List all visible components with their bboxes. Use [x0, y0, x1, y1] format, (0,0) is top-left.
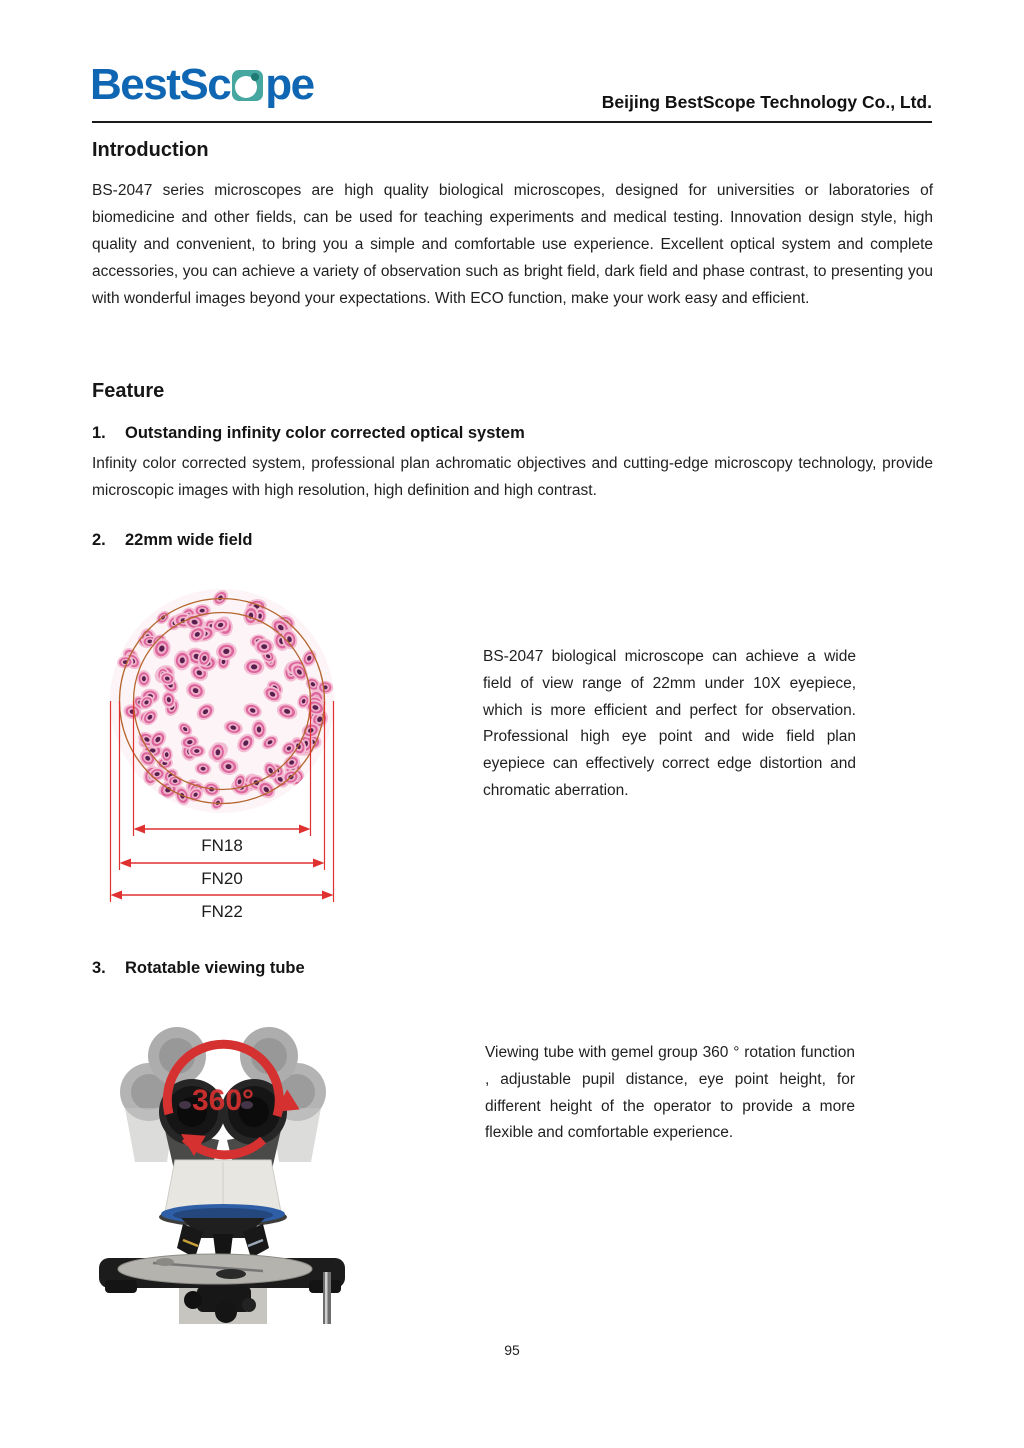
fn18-label: FN18: [201, 836, 243, 855]
feature-2-paragraph: BS-2047 biological microscope can achieve a wide field of view range of 22mm under 10X eyepiece, which is more efficient and perfect for observation. Professional high eye point and wide field plan eyepiece can effectively correct edge distortion and chromatic aberration.: [483, 648, 856, 799]
microscope-photo: [95, 1012, 357, 1329]
page-number: 95: [504, 1342, 520, 1358]
feature-2-number: 2.: [92, 531, 106, 549]
field-of-view-figure: [100, 583, 345, 935]
feature-title: Feature: [92, 380, 165, 402]
fn20-dimension-arrow: [120, 859, 325, 868]
fn22-dimension-arrow: [111, 891, 334, 900]
rotation-360-label: 360°: [191, 1084, 255, 1117]
feature-2-heading: [92, 531, 252, 550]
feature-2-heading-text: 22mm wide field: [125, 531, 253, 549]
feature-1-heading: [92, 424, 525, 443]
bestscope-logo: [90, 60, 314, 110]
feature-1-paragraph: Infinity color corrected system, professional plan achromatic objectives and cutting-edge microscopy technology, provide microscopic images with high resolution, high definition and high contrast.: [92, 455, 933, 499]
feature-3-number: 3.: [92, 959, 106, 977]
feature-1-heading-text: Outstanding infinity color corrected optical system: [125, 424, 525, 442]
company-name: Beijing BestScope Technology Co., Ltd.: [601, 92, 932, 112]
microscope-head: [159, 1160, 287, 1238]
logo-text-prefix: BestSc: [90, 60, 231, 109]
introduction-paragraph: BS-2047 series microscopes are high quality biological microscopes, designed for universities or laboratories of biomedicine and other fields, can be used for teaching experiments and medical testing. Innovation design style, high quality and convenient, to bring you a simple and comfortable use experience. Excellent optical system and complete accessories, you can achieve a variety of observation such as bright field, dark field and phase contrast, to presenting you with wonderful images beyond your expectations. With ECO function, make your work easy and efficient.: [92, 182, 933, 307]
feature-3-paragraph: Viewing tube with gemel group 360 ° rotation function , adjustable pupil distance, eye point height, for different height of the operator to provide a more flexible and comfortable experience.: [485, 1044, 855, 1142]
feature-3-heading-text: Rotatable viewing tube: [125, 959, 305, 977]
logo-o-icon: [232, 70, 263, 101]
header-divider: [92, 121, 932, 123]
introduction-title: Introduction: [92, 139, 209, 161]
feature-1-number: 1.: [92, 424, 106, 442]
feature-3-heading: [92, 959, 305, 978]
logo-o-dot: [251, 73, 259, 81]
fn20-label: FN20: [201, 869, 243, 888]
logo-text-suffix: pe: [265, 60, 314, 109]
fn18-dimension-arrow: [134, 825, 311, 834]
fn22-label: FN22: [201, 902, 243, 921]
